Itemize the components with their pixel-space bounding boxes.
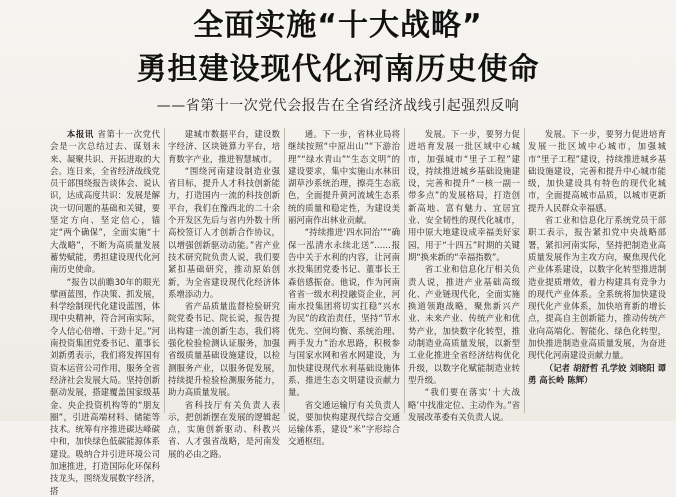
article-column-5: [528, 128, 666, 418]
dateline-label: 本报讯: [66, 129, 98, 139]
byline: （记者 胡舒哲 孔学姣 刘晓阳 谭勇 高长岭 陈辉）: [528, 362, 666, 385]
article-paragraph: [528, 362, 666, 387]
article-column-1: [50, 128, 160, 496]
article-paragraph: [408, 386, 520, 423]
column-divider: [524, 128, 525, 413]
article-column-3: [288, 128, 400, 447]
paragraph-text: 省产品质量监督检验研究院党委书记、院长说，报告提出构建一流创新生态，我们将强化检验检测认证服务，加强省级质量基础设施建设，以检测服务产业，以服务促发展，持续提升检验检测服务能力，助力高质量发展。: [168, 301, 280, 398]
paragraph-text: 省工业和信息化厅系统党员干部职工表示，报告紧扣党中央战略部署，紧扣河南实际，坚持把制造业高质量发展作为主攻方向，聚焦现代化产业体系建设，以数字化转型推进制造业提质增效，着力构建具有竞争力的现代产业体系。全系统将加快建设现代化产业体系，加快培育新的增长点，提高自主创新能力，推动传统产业向高端化、智能化、绿色化转型，加快推进制造业高质量发展，为奋进现代化河南建设贡献力量。: [528, 215, 666, 361]
column-divider: [164, 128, 165, 413]
paragraph-text: 省科技厅有关负责人表示，把创新摆在发展的逻辑起点，实施创新驱动、科教兴省、人才强省战略，是河南发展的必由之路。: [168, 399, 280, 459]
paragraph-text: 发展。下一步，要努力促进培育发展一批区域中心城市，加强城市“里子工程”建设，持续推进城乡基础设施建设，完善和提升中心城市能级，加快建设具有特色的现代化城市，全面提高城市品质，以城市更新提升人民群众幸福感。: [528, 129, 666, 213]
article-paragraph: [168, 128, 280, 165]
article-paragraph: [168, 165, 280, 300]
paragraph-text: “持续推进‘四水同治’”“确保一泓清水永续北送”……报告中关于水利的内容，让河南水投集团党委书记、董事长王森倍感振奋。他说，作为河南省省一级水利投融资企业，河南水投集团将切实扛稳“兴水为民”的政治责任，坚持“节水优先、空间均衡、系统治理、两手发力”治水思路，积极参与国家水网和省水网建设，为加快建设现代水利基础设施体系、推进生态文明建设贡献力量。: [288, 227, 400, 398]
article-paragraph: [288, 128, 400, 226]
column-divider: [404, 128, 405, 413]
article-paragraph: [528, 214, 666, 362]
article-body: [50, 128, 666, 496]
headline-line-1: 全面实施“十大战略”: [193, 8, 483, 43]
article-column-4: [408, 128, 520, 422]
subheadline: [0, 96, 676, 116]
article-paragraph: [408, 128, 520, 263]
paragraph-text: “报告以前瞻30年的眼光擘画蓝图，作决策、抓发展，科学绘制现代化建设蓝图，体现中央精神，符合河南实际，令人信心倍增、干劲十足。”河南投资集团党委书记、董事长刘新勇表示，我们将发挥国有资本运营公司作用，服务全省经济社会发展大局。坚持创新驱动发展，搭建覆盖国家级基金、央企投资机构等的“朋友圈”，引进高端材料、储能等技术。统筹有序推进碳达峰碳中和，加快绿色低碳能源体系建设。吸纳合并引进环境公司加速推进，打造国际化环保科技龙头，围绕发展数字经济，搭: [50, 276, 160, 496]
article-paragraph: [50, 128, 160, 276]
article-paragraph: [288, 399, 400, 448]
paragraph-text: 省第十一次党代会是一次总结过去、谋划未来、凝聚共识、开拓进取的大会。连日来，全省经济战线党员干部围绕报告谈体会、说认识，达成高度共识：发展是解决一切问题的基础和关键，要坚定方向、坚定信心，锚定“两个确保”，全面实施“十大战略”，不断为高质量发展蓄势赋能，勇担建设现代化河南历史使命。: [50, 129, 160, 275]
headline-line-2: 勇担建设现代化河南历史使命: [136, 52, 540, 87]
paragraph-text: 省工业和信息化厅相关负责人说，推进产业基础高级化、产业链现代化，全面实施换道领跑战略，聚焦新兴产业、未来产业、传统产业和优势产业，加快数字化转型，推动制造业高质量发展，以新型工业化推进全省经济结构优化升级，以数字化赋能制造业转型升级。: [408, 264, 520, 385]
article-paragraph: [168, 300, 280, 398]
paragraph-text: 省交通运输厅有关负责人说，要加快构建现代综合交通运输体系，建设“米”字形综合交通枢纽。: [288, 399, 400, 447]
paragraph-text: 发展。下一步，要努力促进培育发展一批区域中心城市，加强城市“里子工程”建设，持续推进城乡基础设施建设，完善和提升“一核一副一带多点”的发展格局，打造创新高地、富有魅力、宜居宜业、安全韧性的现代化城市，用中原大地建设成幸福美好家园，用于“十四五”时期的关键期“换来新的“幸福指数”。: [408, 129, 520, 262]
article-paragraph: [50, 276, 160, 497]
article-paragraph: [528, 128, 666, 214]
article-paragraph: [168, 399, 280, 460]
subheadline-text: ——省第十一次党代会报告在全省经济战线引起强烈反响: [156, 98, 520, 114]
paragraph-text: “围绕河南建设制造业强省目标，提升人才科技创新能力，打造国内一流的科技创新平台，我们在豫西北的二十余个开发区先后与省内外数十所高校签订人才创新合作协议，以增强创新驱动动能。”省产业技术研究院负责人说，我们要紧扣基础研究，推动原始创新，为全省建设现代化经济体系增添动力。: [168, 165, 280, 299]
article-paragraph: [288, 226, 400, 398]
article-paragraph: [408, 263, 520, 386]
paragraph-text: 建城市数据平台，建设数字经济、区块链算力平台，培育数字产业，推进智慧城市。: [168, 129, 280, 164]
column-divider: [284, 128, 285, 413]
paragraph-text: 通。下一步，省林业局将继续按照“中原出山”“下游治理”“绿水青山”“生态文明”的建设要求，集中实施山水林田湖草沙系统治理，擦亮生态底色，全面提升黄河流域生态系统的质量和稳定性，为建设美丽河南作出林业贡献。: [288, 129, 400, 226]
paragraph-text: “我们要在落实‘十大战略’中找准定位、主动作为。”省发展改革委有关负责人说。: [408, 387, 520, 422]
article-column-2: [168, 128, 280, 459]
